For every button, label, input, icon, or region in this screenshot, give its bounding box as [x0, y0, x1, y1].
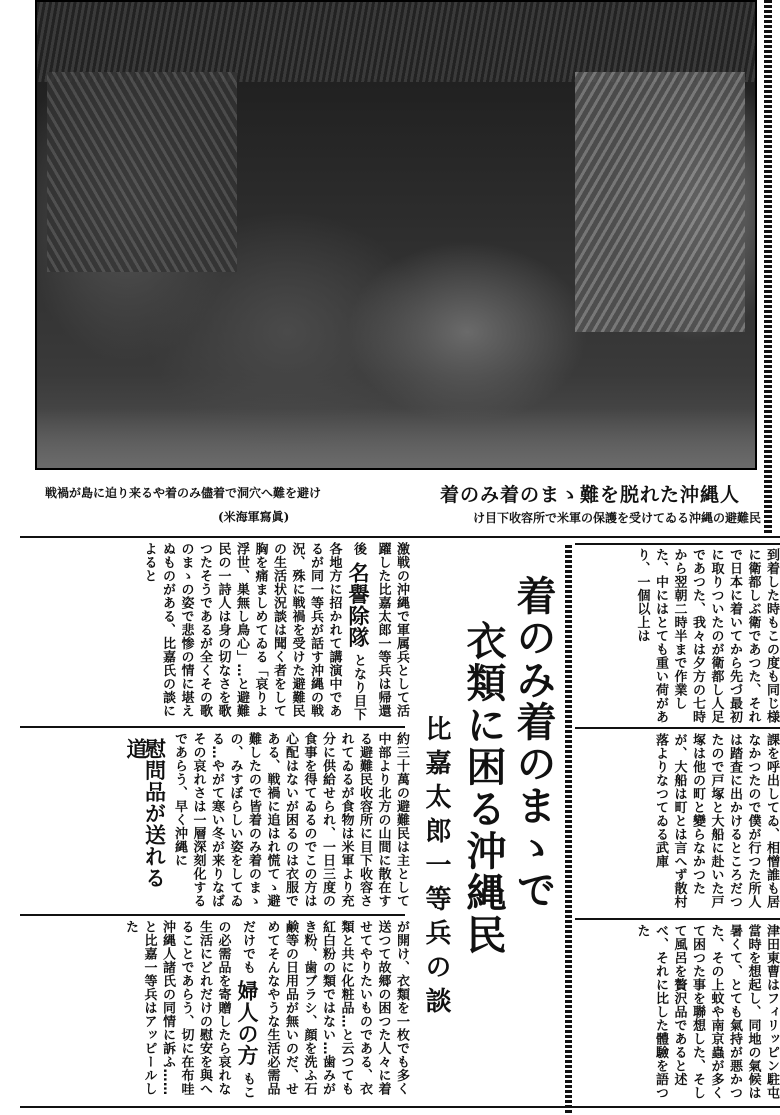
headline-line1: 着のみ着のまゝで [510, 575, 557, 911]
divider [575, 543, 780, 545]
subheading-women: 婦人の方 [235, 980, 260, 1066]
article-tier2 [22, 732, 410, 910]
photo-caption-line2: け目下收容所で米軍の保護を受けてゐる沖縄の避難民 [473, 511, 762, 525]
side-article-tier3: 津田東曹はフィリッピン駐屯當時を想起し、同地の氣候は暑くて、とても氣持が悪かつた、その上蚊や南京蟲が多くて困つた事を聯想した、そして風呂を贅沢品であると述べ、それに比した體驗を語つた [634, 924, 779, 1100]
article-text: 約三十萬の避難民は主として中部より北方の山間に散在する避難民收容所に目下收容されてゐるが食物は米軍より充分に供給せられ、一日三度の食事を得てゐるのでこの方は心配はないが困るのは衣服である、戦禍に追はれ慌てゝ避難したので皆着のみ着のまゝの、みすぼらしい姿をしてゐる…やがて寒い冬が来りなばその哀れさは一層深刻化するであらう、早く沖縄に [172, 732, 409, 908]
divider [20, 914, 405, 916]
woven-wall-right [575, 72, 745, 332]
article-text: もこの必需品を寄贈したら哀れな生活にどれだけの慰安を與へることであらう、切に在布哇沖縄人諸氏の同情に訴ふ……と比嘉一等兵はアッピールした [123, 920, 255, 1099]
thatched-roof [37, 2, 755, 82]
photo-credit: (米海軍寫眞) [218, 510, 290, 524]
article-text: が開け、衣類を一枚でも多く送つて故郷の困つた人々に着せてやりたいものである、衣類と共に化粧品…と云つても紅白粉の類ではない…歯みがき粉、歯ブラシ、顔を洗ふ石鹸等の日用品が無いのだ、せめてそんなやうな生活必需品だけでも [240, 920, 409, 1096]
side-article-tier2: 課を呼出してゐ、相憎誰も居なかつたので僕が行つた所人は踏査に出かけるところだつたので戸塚と大船に赴いた戸塚は他の町と變らなかつたが、大船は町とは言へず散村落よりなつてゐる武庫 [653, 733, 779, 909]
hatched-rule [565, 545, 572, 1115]
divider [20, 726, 405, 728]
divider [575, 918, 780, 920]
article-intro: 激戦の沖縄で軍属兵として活躍した比嘉太郎一等兵は帰還後 [351, 542, 409, 718]
news-photo-okinawa-refugees [35, 0, 757, 470]
byline: 比嘉太郎一等兵の談 [421, 715, 451, 1021]
subheading-relief-goods: 慰問品が送れる道 [124, 738, 168, 889]
article-tier1 [22, 542, 410, 722]
article-tier3 [22, 920, 410, 1102]
photo-caption-line1: 戦禍が島に迫り来るや着のみ儘着で洞穴へ難を避け [45, 486, 322, 500]
side-article-tier1: 到着した時もこの度も同じ様に衛都しぶ衛であつた、それで日本に着いてから先づ最初に取りついたのが衛都し人足であつた、我々は夕方の七時から翌朝二時半まで作業した、中にはとても重い荷があり、一個以上は [634, 548, 779, 724]
photo-caption-headline: 着のみ着のまゝ難を脱れた沖縄人 [440, 484, 741, 506]
divider [575, 727, 780, 729]
headline-line2: 衣類に困る沖縄民 [460, 620, 507, 956]
woven-wall-left [47, 72, 237, 272]
divider [20, 536, 780, 538]
hatched-rule [764, 0, 772, 535]
ground [37, 408, 755, 468]
divider [20, 1106, 780, 1108]
article-text: となり目下各地方に招かれて講演中であるが同一等兵が話す沖縄の戦況、殊に戦禍を受けた避難民の生活状況談は聞く者をして胸を痛ましめてゐる「哀りよ浮世、巣無し鳥心」…と避難民の一詩人は身の切なさを歌つたそうであるが全くその歌のまゝの姿で悲惨の情に堪えぬものがある、比嘉氏の談によると [141, 542, 366, 721]
subheading-honorable-discharge: 名譽除隊 [346, 561, 371, 648]
